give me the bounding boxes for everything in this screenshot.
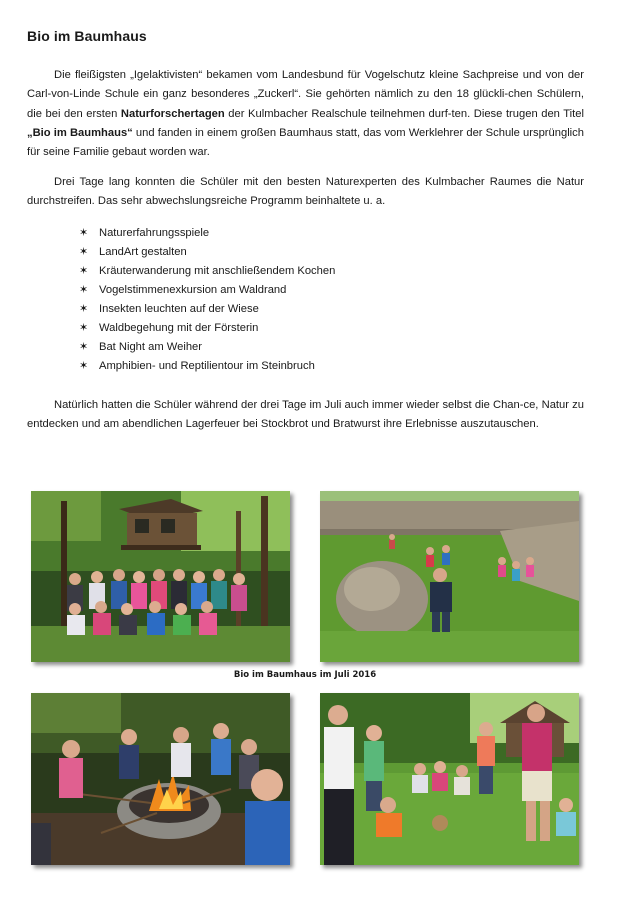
star-bullet-icon: ✶ [79, 284, 89, 296]
page-title: Bio im Baumhaus [27, 28, 147, 44]
list-item [79, 357, 335, 376]
list-item-text: Vogelstimmenexkursion am Waldrand [99, 284, 287, 296]
list-item [79, 319, 335, 338]
photo-treehouse-group [31, 491, 290, 662]
list-item-text: Naturerfahrungsspiele [99, 227, 210, 239]
photo-quarry [320, 491, 579, 662]
intro-text-a: Die fleißigsten „Igelaktivisten“ bekamen vom Landesbund für Vogelschutz kleine Sachpreise und von der Carl-von-Linde Schule ein ganz besonderes „Zuckerl“. Sie gehörten nämlich zu den 18 glückli-chen Schülern, die bei den ersten [27, 69, 584, 120]
list-item [79, 300, 335, 319]
star-bullet-icon: ✶ [79, 227, 89, 239]
list-item-text: Amphibien- und Reptilientour im Steinbruch [99, 360, 315, 372]
photo-campfire [31, 693, 290, 865]
list-item [79, 262, 335, 281]
list-item [79, 281, 335, 300]
star-bullet-icon: ✶ [79, 322, 89, 334]
list-item-text: Bat Night am Weiher [99, 341, 203, 353]
star-bullet-icon: ✶ [79, 341, 89, 353]
program-list [79, 224, 335, 376]
star-bullet-icon: ✶ [79, 246, 89, 258]
star-bullet-icon: ✶ [79, 360, 89, 372]
closing-paragraph [27, 396, 584, 435]
list-item-text: Waldbegehung mit der Försterin [99, 322, 259, 334]
star-bullet-icon: ✶ [79, 265, 89, 277]
list-item-text: Insekten leuchten auf der Wiese [99, 303, 259, 315]
list-item [79, 243, 335, 262]
closing-text: Natürlich hatten die Schüler während der drei Tage im Juli auch immer wieder selbst die Chan-ce, Natur zu entdecken und am abendlichen Lagerfeuer bei Stockbrot und Bratwurst ihre Erlebnisse auszutauschen. [27, 399, 584, 431]
intro-text-c: der Kulmbacher Realschule teilnehmen durf-ten. Diese trugen den Titel [224, 107, 584, 120]
program-paragraph [27, 173, 584, 212]
list-item-text: Kräuterwanderung mit anschließendem Kochen [99, 265, 336, 277]
program-intro-text: Drei Tage lang konnten die Schüler mit den besten Naturexperten des Kulmbacher Raumes die Natur durchstreifen. Das sehr abwechslungsreiche Programm beinhaltete u. a. [27, 176, 584, 208]
intro-text-e: und fanden in einem großen Baumhaus statt, das vom Werklehrer der Schule ursprünglich für seine Familie gebaut worden war. [27, 126, 584, 159]
star-bullet-icon: ✶ [79, 303, 89, 315]
photo-meadow [320, 693, 579, 865]
photo-caption: Bio im Baumhaus im Juli 2016 [233, 670, 377, 680]
intro-bold-title: „Bio im Baumhaus“ [27, 126, 133, 139]
list-item [79, 224, 335, 243]
list-item [79, 338, 335, 357]
list-item-text: LandArt gestalten [99, 246, 187, 258]
intro-paragraph [27, 66, 584, 162]
intro-bold-naturforschertage: Naturforschertagen [120, 107, 225, 120]
